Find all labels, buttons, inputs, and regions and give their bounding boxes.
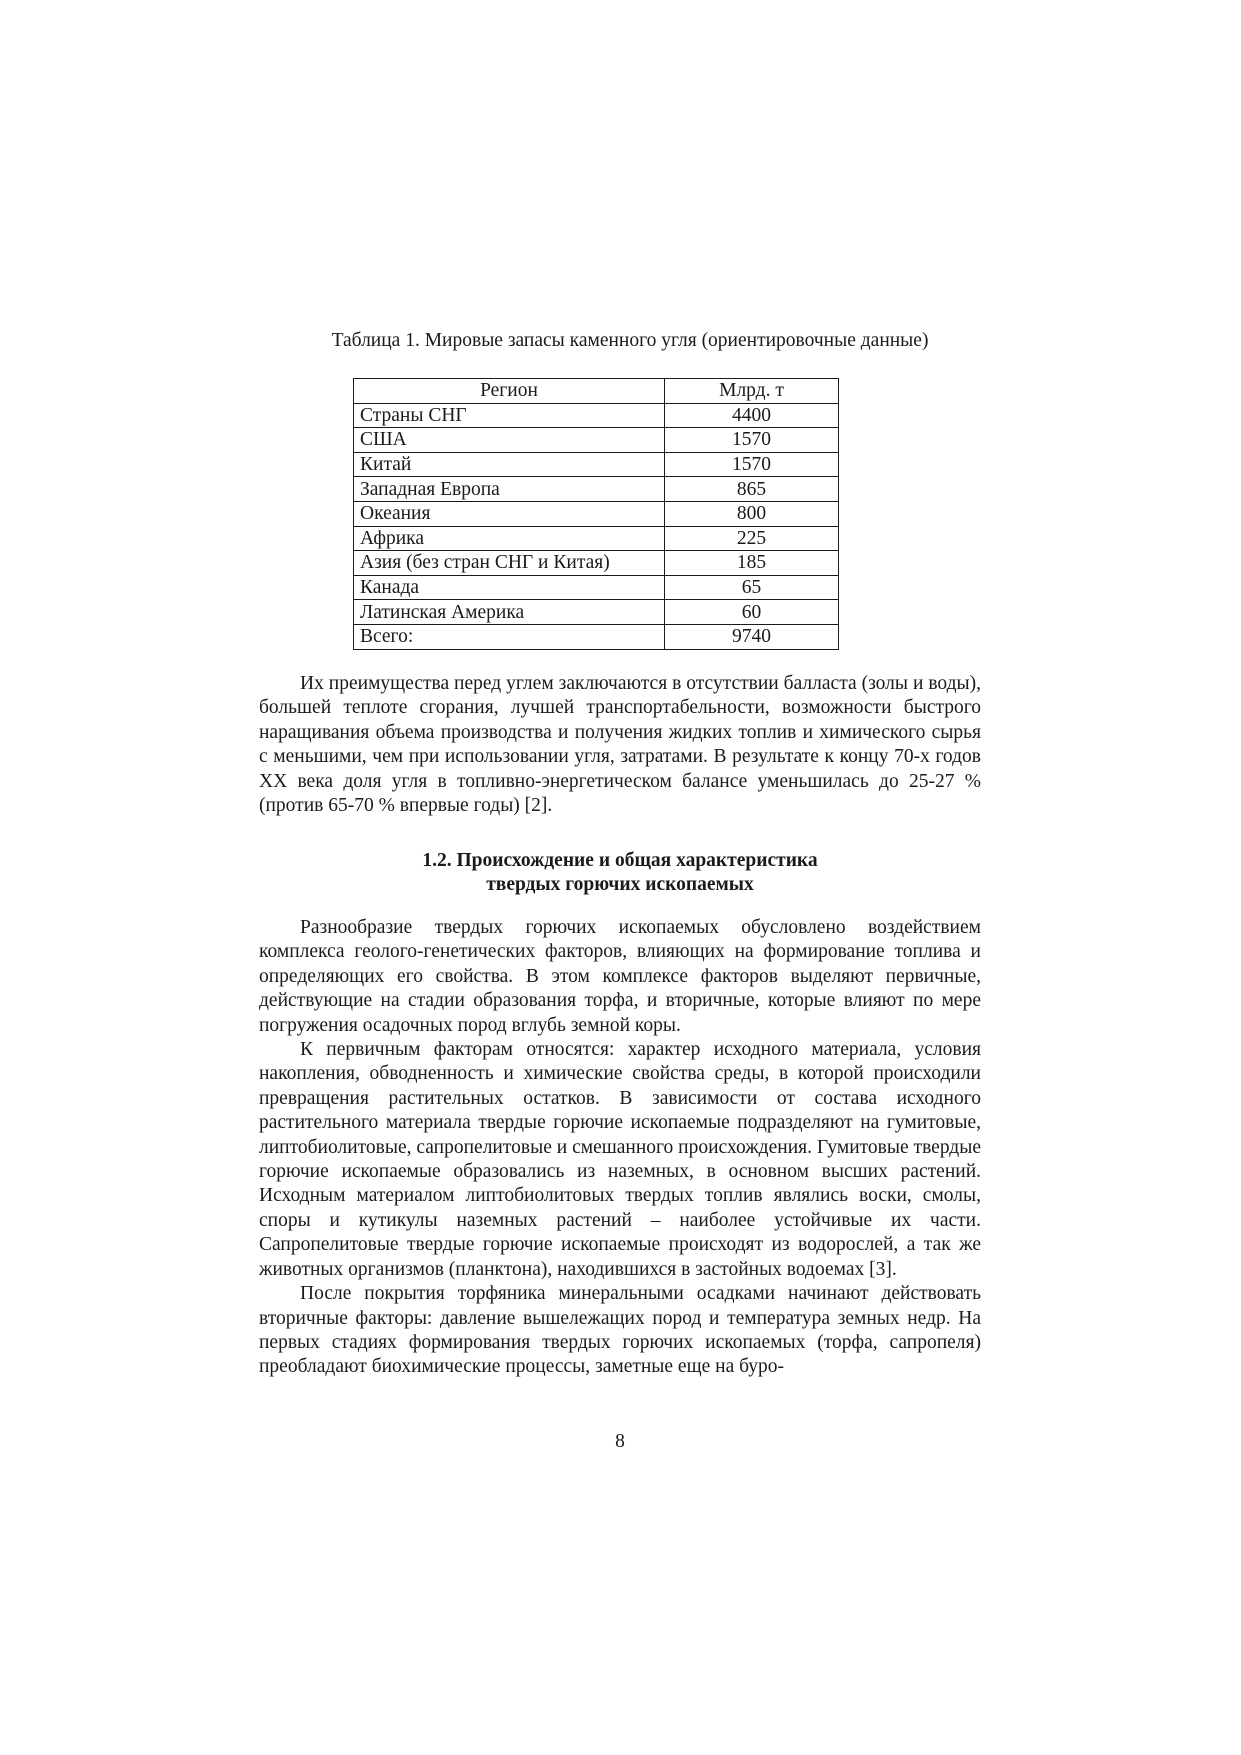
body-paragraph: Разнообразие твердых горючих ископаемых обусловлено воздействием комплекса геолого-генетических факторов, влияющих на формирование топлива и определяющих его свойства. В этом комплексе факторов выделяют первичные, действующие на стадии образования торфа, и вторичные, которые влияют по мере погружения осадочных пород вглубь земной коры. <box>259 917 981 1036</box>
region-cell: Африка <box>354 526 665 551</box>
total-label-cell: Всего: <box>354 624 665 649</box>
value-cell: 865 <box>665 477 839 502</box>
value-cell: 225 <box>665 526 839 551</box>
region-cell: США <box>354 428 665 453</box>
value-cell: 1570 <box>665 452 839 477</box>
table-row <box>354 575 839 600</box>
value-cell: 4400 <box>665 403 839 428</box>
body-paragraph: К первичным факторам относятся: характер исходного материала, условия накопления, обводненность и химические свойства среды, в которой происходили превращения растительных остатков. В зависимости от состава исходного растительного материала твердые горючие ископаемые подразделяют на гумитовые, липтобиолитовые, сапропелитовые и смешанного происхождения. Гумитовые твердые горючие ископаемые образовались из наземных, в основном высших растений. Исходным материалом липтобиолитовых твердых топлив являлись воски, смолы, споры и кутикулы наземных растений – наиболее устойчивые их части. Сапропелитовые твердые горючие ископаемые происходят из водорослей, а так же животных организмов (планктона), находившихся в застойных водоемах [3]. <box>259 1039 981 1280</box>
table-row <box>354 526 839 551</box>
value-cell: 800 <box>665 501 839 526</box>
page-number: 8 <box>615 1431 625 1452</box>
table-row <box>354 600 839 625</box>
table-total-row <box>354 624 839 649</box>
value-cell: 185 <box>665 551 839 576</box>
region-cell: Страны СНГ <box>354 403 665 428</box>
table-row <box>354 452 839 477</box>
section-heading-line-2: твердых горючих ископаемых <box>486 874 754 896</box>
section-heading-line-1: 1.2. Происхождение и общая характеристика <box>422 850 818 871</box>
table-row <box>354 501 839 526</box>
body-paragraph: После покрытия торфяника минеральными осадками начинают действовать вторичные факторы: давление вышележащих пород и температура земных недр. На первых стадиях формирования твердых горючих ископаемых (торфа, сапропеля) преобладают биохимические процессы, заметные еще на буро- <box>259 1283 981 1378</box>
column-header-value: Млрд. т <box>665 379 839 404</box>
intro-text <box>259 672 981 818</box>
table-row <box>354 551 839 576</box>
intro-paragraph: Их преимущества перед углем заключаются в отсутствии балласта (золы и воды), большей теплоте сгорания, лучшей транспортабельности, возможности быстрого наращивания объема производства и получения жидких топлив и химического сырья с меньшими, чем при использовании угля, затратами. В результате к концу 70-х годов XX века доля угля в топливно-энергетическом балансе уменьшилась до 25-27 % (против 65-70 % впервые годы) [2]. <box>259 673 981 817</box>
value-cell: 1570 <box>665 428 839 453</box>
value-cell: 65 <box>665 575 839 600</box>
section-body <box>259 916 981 1380</box>
region-cell: Азия (без стран СНГ и Китая) <box>354 551 665 576</box>
region-cell: Латинская Америка <box>354 600 665 625</box>
table-row <box>354 477 839 502</box>
region-cell: Канада <box>354 575 665 600</box>
table-header-row <box>354 379 839 404</box>
table-row <box>354 428 839 453</box>
column-header-region: Регион <box>354 379 665 404</box>
table-row <box>354 403 839 428</box>
table-caption: Таблица 1. Мировые запасы каменного угля (ориентировочные данные) <box>331 330 929 351</box>
coal-reserves-table <box>353 378 839 650</box>
region-cell: Китай <box>354 452 665 477</box>
section-heading <box>259 849 981 898</box>
value-cell: 60 <box>665 600 839 625</box>
total-value-cell: 9740 <box>665 624 839 649</box>
region-cell: Западная Европа <box>354 477 665 502</box>
region-cell: Океания <box>354 501 665 526</box>
